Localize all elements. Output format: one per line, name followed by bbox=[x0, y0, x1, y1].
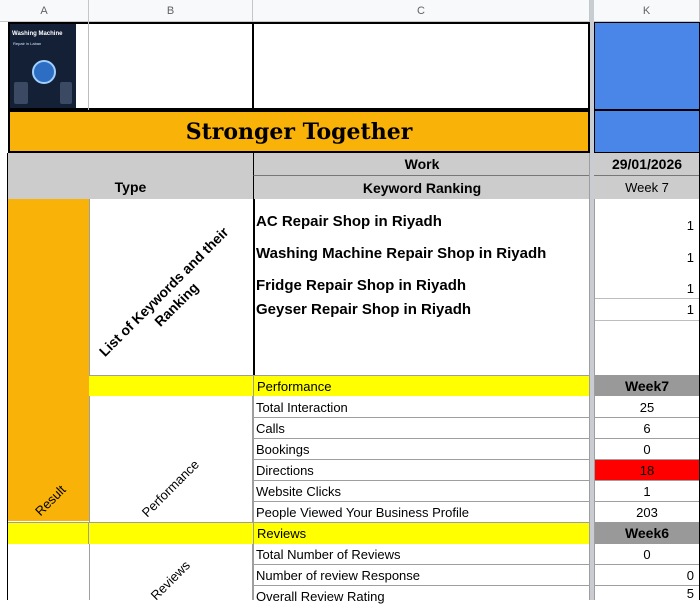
divider bbox=[253, 501, 590, 502]
divider bbox=[253, 199, 255, 375]
column-header-b[interactable]: B bbox=[89, 0, 253, 22]
divider bbox=[594, 459, 700, 460]
divider bbox=[7, 153, 8, 600]
metric-value[interactable]: 6 bbox=[643, 421, 651, 436]
divider bbox=[594, 298, 700, 299]
metric-value-highlight[interactable]: 18 bbox=[594, 460, 700, 481]
divider bbox=[594, 501, 700, 502]
performance-section-label[interactable]: Performance bbox=[253, 375, 590, 396]
keyword-rank[interactable]: 1 bbox=[686, 281, 694, 296]
divider bbox=[589, 153, 590, 600]
divider bbox=[594, 417, 700, 418]
divider bbox=[252, 22, 254, 110]
divider bbox=[88, 522, 89, 544]
sheet-title[interactable]: Stronger Together bbox=[8, 110, 590, 153]
metric-value[interactable]: 25 bbox=[639, 400, 655, 415]
divider bbox=[253, 480, 590, 481]
keyword-name[interactable]: Fridge Repair Shop in Riyadh bbox=[256, 276, 467, 294]
divider bbox=[594, 199, 595, 600]
performance-week[interactable]: Week7 bbox=[594, 375, 700, 396]
performance-label: Performance bbox=[138, 456, 202, 520]
blue-cell[interactable] bbox=[594, 22, 700, 110]
divider bbox=[253, 438, 590, 439]
review-metric-value[interactable]: 0 bbox=[643, 547, 651, 562]
review-metric-value[interactable]: 0 bbox=[686, 568, 694, 583]
keyword-name[interactable]: Washing Machine Repair Shop in Riyadh bbox=[256, 244, 547, 262]
keywords-label: List of Keywords and their Ranking bbox=[95, 223, 232, 360]
divider bbox=[594, 320, 700, 321]
divider bbox=[253, 375, 254, 600]
metric-label[interactable]: Total Interaction bbox=[256, 400, 348, 415]
divider bbox=[253, 417, 590, 418]
metric-label[interactable]: Directions bbox=[256, 463, 314, 478]
type-header[interactable]: Type bbox=[8, 153, 253, 199]
keyword-rank[interactable]: 1 bbox=[686, 218, 694, 233]
divider bbox=[594, 480, 700, 481]
logo-line2: Repair in Laban bbox=[13, 41, 42, 46]
logo-row bbox=[8, 22, 590, 110]
metric-label[interactable]: Calls bbox=[256, 421, 285, 436]
metric-label[interactable]: People Viewed Your Business Profile bbox=[256, 505, 469, 520]
date-header[interactable]: 29/01/2026 bbox=[594, 153, 700, 176]
column-header-k[interactable]: K bbox=[594, 0, 700, 22]
review-metric-label[interactable]: Overall Review Rating bbox=[256, 589, 385, 604]
washing-machine-icon bbox=[32, 60, 56, 84]
divider bbox=[594, 564, 700, 565]
metric-value[interactable]: 203 bbox=[636, 505, 658, 520]
reviews-week[interactable]: Week6 bbox=[594, 522, 700, 544]
keyword-name[interactable]: Geyser Repair Shop in Riyadh bbox=[256, 300, 472, 318]
divider bbox=[253, 564, 590, 565]
keyword-ranking-header[interactable]: Keyword Ranking bbox=[253, 176, 590, 199]
metric-label[interactable]: Website Clicks bbox=[256, 484, 342, 499]
divider bbox=[594, 438, 700, 439]
result-label: Result bbox=[31, 481, 69, 519]
phone-icon bbox=[60, 82, 72, 104]
review-metric-label[interactable]: Number of review Response bbox=[256, 568, 421, 583]
reviews-label: Reviews bbox=[147, 557, 193, 603]
reviews-section-label[interactable]: Reviews bbox=[253, 522, 590, 544]
metric-value[interactable]: 1 bbox=[643, 484, 651, 499]
work-header[interactable]: Work bbox=[253, 153, 590, 176]
performance-label-cell[interactable] bbox=[89, 396, 253, 522]
column-header-c[interactable]: C bbox=[253, 0, 590, 22]
column-header-a[interactable]: A bbox=[0, 0, 89, 22]
divider bbox=[253, 585, 590, 586]
result-cell[interactable] bbox=[8, 199, 89, 521]
keyword-rank[interactable]: 1 bbox=[686, 302, 694, 317]
yellow-cell[interactable] bbox=[8, 522, 253, 544]
review-metric-label[interactable]: Total Number of Reviews bbox=[256, 547, 401, 562]
logo-line1: Washing Machine bbox=[12, 31, 63, 37]
divider bbox=[594, 585, 700, 586]
keyword-rank[interactable]: 1 bbox=[686, 250, 694, 265]
phone-icon bbox=[14, 82, 28, 104]
keyword-name[interactable]: AC Repair Shop in Riyadh bbox=[256, 212, 442, 230]
blue-cell[interactable] bbox=[594, 110, 700, 153]
metric-value[interactable]: 0 bbox=[643, 442, 651, 457]
metric-label[interactable]: Bookings bbox=[256, 442, 310, 457]
divider bbox=[88, 22, 89, 110]
week-header[interactable]: Week 7 bbox=[594, 176, 700, 199]
divider bbox=[253, 459, 590, 460]
yellow-cell[interactable] bbox=[89, 375, 253, 396]
review-metric-value[interactable]: 5 bbox=[686, 586, 694, 600]
logo-image bbox=[10, 24, 76, 108]
empty-cell[interactable] bbox=[253, 320, 590, 375]
